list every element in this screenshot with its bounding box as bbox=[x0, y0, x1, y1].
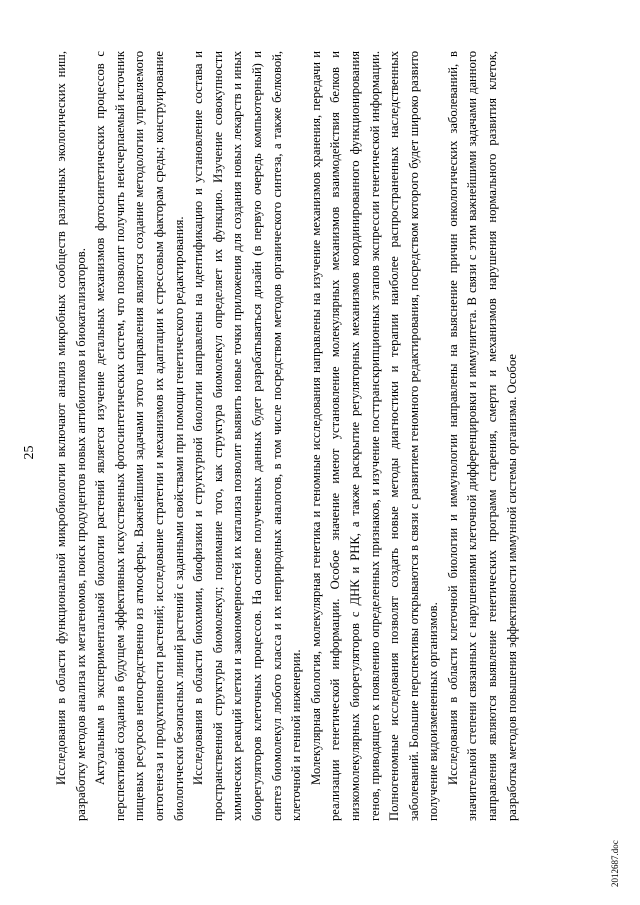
page-number: 25 bbox=[22, 445, 37, 460]
paragraph-molecular-biology: Молекулярная биология, молекулярная генетика и геномные исследования направлены на изучение механизмов хранения, передачи и реализации генетической информации. Особое значение имеют установление молекулярных механизмов взаимодействия белков и низкомолекулярных биорегуляторов с ДНК и РНК, а также раскрытие регуляторных механизмов координированного функционирования генов, приводящего к появлению определенных признаков, и изучение посттранскрипционных этапов экспрессии генетической информации. Полногеномные исследования позволят создать новые методы диагностики и терапии наиболее распространенных наследственных заболеваний. Большие перспективы открываются в связи с развитием геномного редактирования, посредством которого будет широко развито получение видоизмененных организмов. bbox=[308, 51, 441, 821]
footer-filename: 2012687.doc bbox=[610, 840, 620, 887]
paragraph-microbiology: Исследования в области функциональной микробиологии включают анализ микробных сообществ различных экологических ниш, разработку методов анализа их метагеномов, поиск продуцентов новых антибиотиков и биокатализаторов. bbox=[54, 51, 88, 821]
document-body bbox=[52, 51, 522, 821]
paragraph-plant-biology: Актуальным в экспериментальной биологии растений является изучение детальных механизмов фотосинтетических процессов с перспективой создания в будущем эффективных искусственных фотосинтетических систем, что позволит получить неисчерпаемый источник пищевых ресурсов непосредственно из атмосферы. Важнейшими задачами этого направления являются создание методологии управляемого онтогенеза и продуктивности растений; исследование стратегии и механизмов их адаптации к стрессовым факторам среды; конструирование биологически безопасных линий растений с заданными свойствами при помощи генетического редактирования. bbox=[93, 51, 186, 821]
paragraph-cell-biology: Исследования в области клеточной биологии и иммунологии направлены на выяснение причин онкологических заболеваний, в значительной степени связанных с нарушениями клеточной дифференцировки и иммунитета. В связи с этим важнейшими задачами данного направления являются выявление генетических программ старения, смерти и механизмов нарушения нормального развития клеток, разработка методов повышения эффективности иммунной системы организма. Особое bbox=[445, 51, 519, 821]
paragraph-biochemistry: Исследования в области биохимии, биофизики и структурной биологии направлены на идентификацию и установление состава и пространственной структуры биомолекул; понимание того, как структура биомолекул определяет их функцию. Изучение совокупности химических реакций клетки и закономерностей их катализа позволит выявить новые точки приложения для создания новых лекарств и иных биорегуляторов клеточных процессов. На основе полученных данных будет разрабатываться дизайн (в первую очередь компьютерный) и синтез биомолекул любого класса и их неприродных аналогов, в том числе посредством методов органического синтеза, а также белковой, клеточной и генной инженерии. bbox=[191, 51, 304, 821]
